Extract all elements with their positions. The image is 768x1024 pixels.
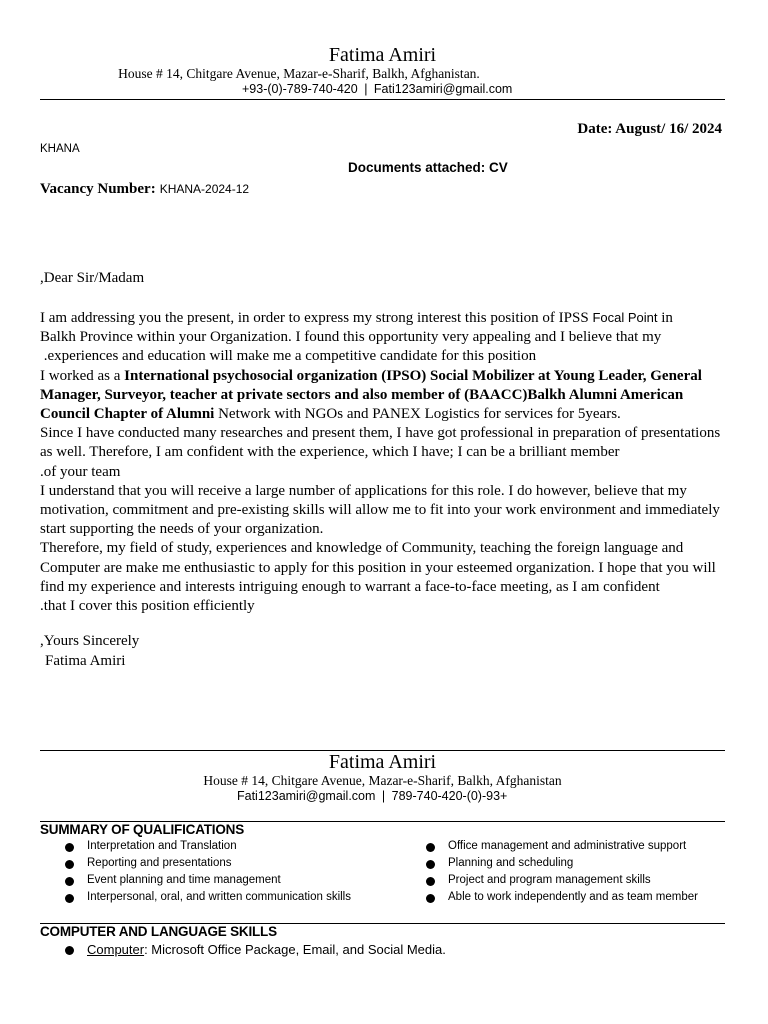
qualification-text: Project and program management skills (448, 874, 651, 886)
body-line: Balkh Province within your Organization. I found this opportunity very appealing and I believe that my (40, 329, 662, 346)
salutation: ,Dear Sir/Madam (40, 270, 145, 286)
letter-header-phone: +93-(0)-789-740-420 (242, 82, 358, 96)
bullet-icon (426, 877, 435, 886)
letter-header-address: House # 14, Chitgare Avenue, Mazar-e-Sharif, Balkh, Afghanistan. (118, 66, 480, 81)
qualification-text: Able to work independently and as team member (448, 891, 698, 903)
vacancy-label: Vacancy Number: (40, 181, 156, 197)
body-paragraph-applications: I understand that you will receive a large number of applications for this role. I do however, believe that my motivation, commitment and pre-existing skills will allow me to fit into your work environment and immediately start supporting the needs of your organization. (40, 482, 720, 538)
body-text: I worked as a (40, 367, 125, 384)
body-paragraph-field: Therefore, my field of study, experiences and knowledge of Community, teaching the foreign language and Computer are make me enthusiastic to apply for this position in your esteemed organization. I hope that you will find my experience and interests intriguing enough to warrant a face-to-face meeting, as I am confident (40, 540, 716, 595)
bullet-icon (65, 843, 74, 852)
letter-date: Date: August/ 16/ 2024 (577, 121, 722, 137)
header-divider (40, 99, 725, 100)
body-text: Network with NGOs and PANEX Logistics for services for 5years. (214, 406, 621, 423)
letter-body (40, 308, 730, 616)
body-text-position: Focal Point (592, 310, 658, 325)
letter-header-name: Fatima Amiri (328, 44, 437, 66)
qualification-text: Planning and scheduling (448, 857, 574, 869)
qualification-text: Interpersonal, oral, and written communication skills (87, 891, 351, 903)
contact-separator: | (381, 789, 386, 803)
letter-header-email: Fati123amiri@gmail.com (373, 82, 513, 96)
bullet-icon (426, 843, 435, 852)
closing: ,Yours Sincerely (40, 633, 140, 649)
body-line: .experiences and education will make me a competitive candidate for this position (40, 348, 537, 365)
bullet-icon (65, 894, 74, 903)
signature-name: Fatima Amiri (45, 653, 126, 669)
documents-attached: Documents attached: CV (348, 160, 508, 175)
body-text: I am addressing you the present, in order to express my strong interest this position of IPSS (40, 310, 593, 326)
qualification-text: Office management and administrative support (448, 840, 687, 852)
bullet-icon (426, 894, 435, 903)
body-line (40, 308, 730, 328)
recipient-organization: KHANA (40, 143, 80, 155)
body-line: .of your team (40, 463, 121, 480)
body-paragraph-research: Since I have conducted many researches and present them, I have got professional in preparation of presentations as well. Therefore, I am confident with the experience, which I have; I can be a brilliant member (40, 425, 721, 461)
bullet-icon (65, 877, 74, 886)
qualification-text: Interpretation and Translation (87, 840, 237, 852)
contact-separator: | (364, 82, 368, 96)
cv-header-email: Fati123amiri@gmail.com (237, 789, 376, 803)
vacancy-number (40, 180, 249, 198)
letter-header-contact (242, 82, 512, 96)
cv-header-address: House # 14, Chitgare Avenue, Mazar-e-Sharif, Balkh, Afghanistan (203, 773, 562, 788)
qualification-text: Event planning and time management (87, 874, 281, 886)
body-text-bold: International psychosocial organization (IPSO) Social Mobilizer at Young Leader, General Manager, Surveyor, teacher at private sectors and also member of (BAACC)Balkh Alumni American Council Chapter of Alumni (40, 367, 702, 423)
bullet-icon (426, 860, 435, 869)
qualification-text: Reporting and presentations (87, 857, 232, 869)
cv-header-phone: 789-740-420-(0)-93+ (391, 789, 508, 803)
bullet-icon (65, 946, 74, 955)
skill-label: Computer (87, 942, 145, 957)
vacancy-value: KHANA-2024-12 (159, 182, 250, 196)
skill-value: : Microsoft Office Package, Email, and Social Media. (144, 942, 446, 957)
skills-title: COMPUTER AND LANGUAGE SKILLS (40, 924, 277, 939)
bullet-icon (65, 860, 74, 869)
body-line: .that I cover this position efficiently (40, 598, 255, 615)
cv-header-name: Fatima Amiri (328, 751, 437, 773)
body-paragraph-experience (40, 367, 730, 425)
summary-title: SUMMARY OF QUALIFICATIONS (40, 822, 244, 837)
body-text: in (657, 310, 673, 326)
cv-header-contact (237, 789, 507, 803)
